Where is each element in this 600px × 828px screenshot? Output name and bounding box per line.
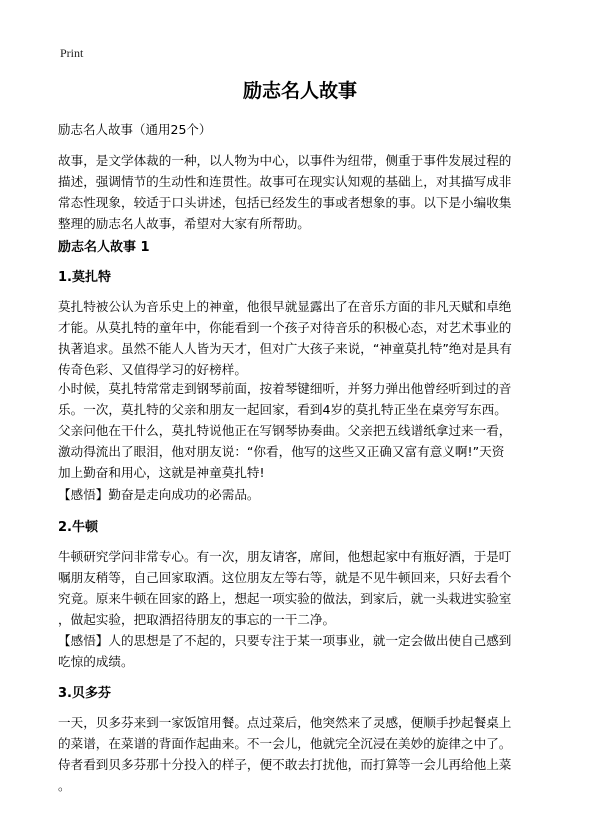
document-title: 励志名人故事 [242,80,357,102]
paragraph-line: 乐。一次，莫扎特的父亲和朋友一起回家，看到4岁的莫扎特正坐在桌旁写东西。 [58,402,507,417]
paragraph-line: 执著追求。虽然不能人人皆为天才，但对广大孩子来说，“神童莫扎特”绝对是具有 [58,341,512,356]
paragraph-line: 牛顿研究学问非常专心。有一次，朋友请客，席间，他想起家中有瓶好酒，于是叮 [58,549,512,564]
intro-line: 整理的励志名人故事，希望对大家有所帮助。 [58,216,310,231]
paragraph-line: 【感悟】人的思想是了不起的，只要专注于某一项事业，就一定会做出使自己感到 [58,633,512,648]
paragraph-line: 传奇色彩、又值得学习的好榜样。 [58,362,247,377]
paragraph-line: 才能。从莫扎特的童年中，你能看到一个孩子对待音乐的积极心态，对艺术事业的 [58,320,512,335]
paragraph-line: 激动得流出了眼泪，他对朋友说：“你看，他写的这些又正确又富有意义啊!”天资 [58,444,505,459]
paragraph-line: 一天，贝多芬来到一家饭馆用餐。点过菜后，他突然来了灵感，便顺手抄起餐桌上 [58,715,512,730]
section-paragraph [58,712,548,796]
section-paragraph [58,296,548,380]
paragraph-line: 的菜谱，在菜谱的背面作起曲来。不一会儿，他就完全沉浸在美妙的旋律之中了。 [58,736,512,751]
paragraph-line: ，做起实验，把取酒招待朋友的事忘的一干二净。 [58,612,336,627]
intro-line: 常态性现象，较适于口头讲述，包括已经发生的事或者想象的事。以下是小编收集 [58,195,512,210]
intro-paragraph [58,150,548,234]
paragraph-line: 【感悟】勤奋是走向成功的必需品。 [58,487,260,502]
intro-line: 故事，是文学体裁的一种，以人物为中心，以事件为纽带，侧重于事件发展过程的 [58,153,512,168]
print-label: Print [60,46,84,60]
paragraph-line: 父亲问他在干什么，莫扎特说他正在写钢琴协奏曲。父亲把五线谱纸拿过来一看， [58,423,512,438]
paragraph-line: 嘱朋友稍等，自己回家取酒。这位朋友左等右等，就是不见牛顿回来，只好去看个 [58,570,512,585]
paragraph-line: 小时候，莫扎特常常走到钢琴前面，按着琴键细听，并努力弹出他曾经听到过的音 [58,381,512,396]
section-heading: 2.牛顿 [58,520,98,535]
section-heading: 3.贝多芬 [58,686,111,701]
paragraph-line: 莫扎特被公认为音乐史上的神童，他很早就显露出了在音乐方面的非凡天赋和卓绝 [58,299,512,314]
paragraph-line: 侍者看到贝多芬那十分投入的样子，便不敢去打扰他，而打算等一会儿再给他上菜 [58,757,512,772]
section-heading: 1.莫扎特 [58,270,111,285]
paragraph-line: 加上勤奋和用心，这就是神童莫扎特! [58,465,265,480]
document-subtitle: 励志名人故事（通用25个） [58,122,212,137]
story-heading: 励志名人故事 1 [58,240,150,255]
paragraph-line: 吃惊的成绩。 [58,654,134,669]
intro-line: 描述，强调情节的生动性和连贯性。故事可在现实认知观的基础上，对其描写成非 [58,174,512,189]
insight-paragraph [58,630,548,672]
insight-paragraph [58,484,548,505]
paragraph-line: 究竟。原来牛顿在回家的路上，想起一项实验的做法，到家后，就一头栽进实验室 [58,591,512,606]
section-paragraph [58,546,548,630]
paragraph-line: 。 [58,778,71,793]
section-paragraph [58,378,548,483]
